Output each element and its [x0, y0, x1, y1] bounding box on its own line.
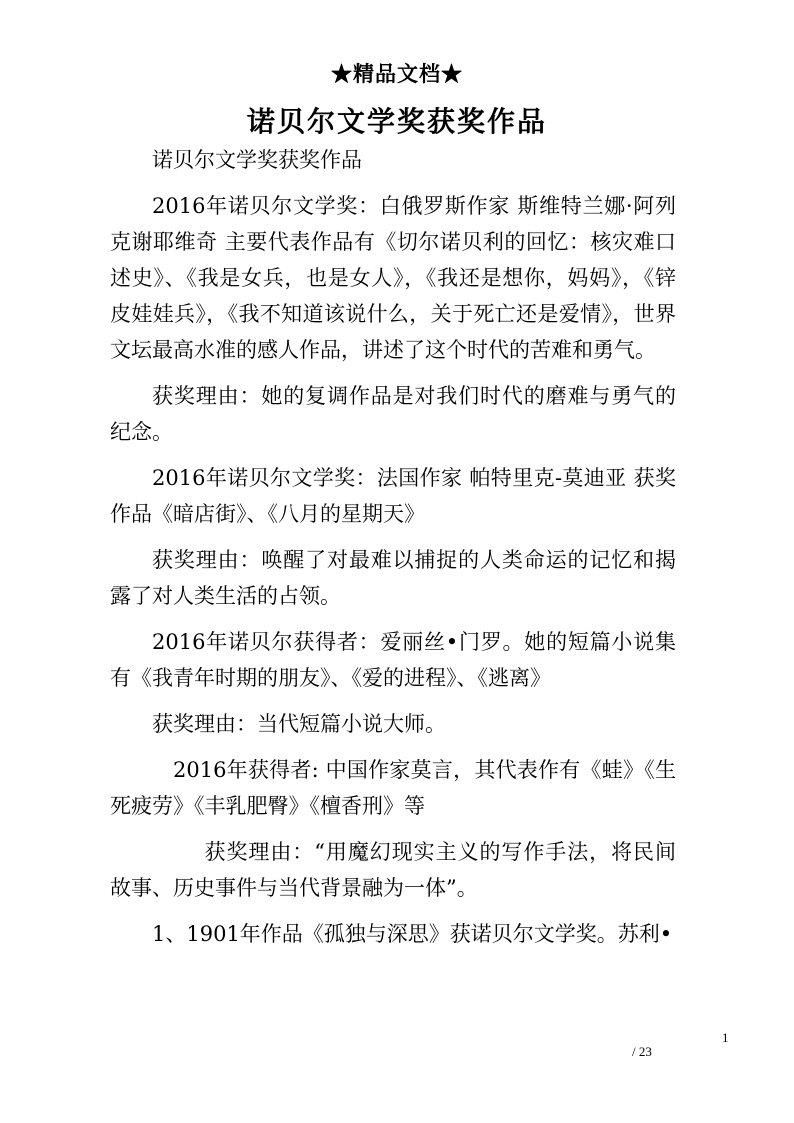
- paragraph-2016-moyan: 2016年获得者: 中国作家莫言，其代表作有《蛙》《生死疲劳》《丰乳肥臀》《檀香刑》等: [110, 758, 676, 818]
- paragraph-reason-modiano: 获奖理由：唤醒了对最难以捕捉的人类命运的记忆和揭露了对人类生活的占领。: [110, 548, 676, 608]
- paragraph-reason-moyan: 获奖理由：“用魔幻现实主义的写作手法，将民间故事、历史事件与当代背景融为一体”。: [110, 840, 676, 900]
- header-mark: ★精品文档★: [331, 61, 463, 86]
- paragraph-reason-munro: 获奖理由：当代短篇小说大师。: [152, 712, 446, 736]
- document-title: 诺贝尔文学奖获奖作品: [246, 105, 547, 138]
- paragraph-2016-alexievich: 2016年诺贝尔文学奖：白俄罗斯作家 斯维特兰娜·阿列克谢耶维奇 主要代表作品有《切尔诺贝利的回忆：核灾难口述史》、《我是女兵，也是女人》，《我还是想你，妈妈》，《锌皮娃娃兵》，《我不知道该说什么，关于死亡还是爱情》，世界文坛最高水准的感人作品，讲述了这个时代的苦难和勇气。: [110, 194, 676, 362]
- paragraph-2016-munro: 2016年诺贝尔获得者：爱丽丝•门罗。她的短篇小说集有《我青年时期的朋友》、《爱的进程》、《逃离》: [110, 630, 676, 690]
- paragraph-reason-alexievich: 获奖理由：她的复调作品是对我们时代的磨难与勇气的纪念。: [110, 384, 676, 444]
- page-total: / 23: [632, 1044, 652, 1059]
- document-body: [110, 142, 676, 962]
- paragraph-subtitle: 诺贝尔文学奖获奖作品: [152, 148, 362, 172]
- page-number: 1: [722, 1030, 729, 1045]
- paragraph-2016-modiano: 2016年诺贝尔文学奖：法国作家 帕特里克-莫迪亚 获奖作品《暗店街》、《八月的星期天》: [110, 466, 676, 526]
- paragraph-1901: 1、1901年作品《孤独与深思》获诺贝尔文学奖。苏利•: [152, 922, 673, 946]
